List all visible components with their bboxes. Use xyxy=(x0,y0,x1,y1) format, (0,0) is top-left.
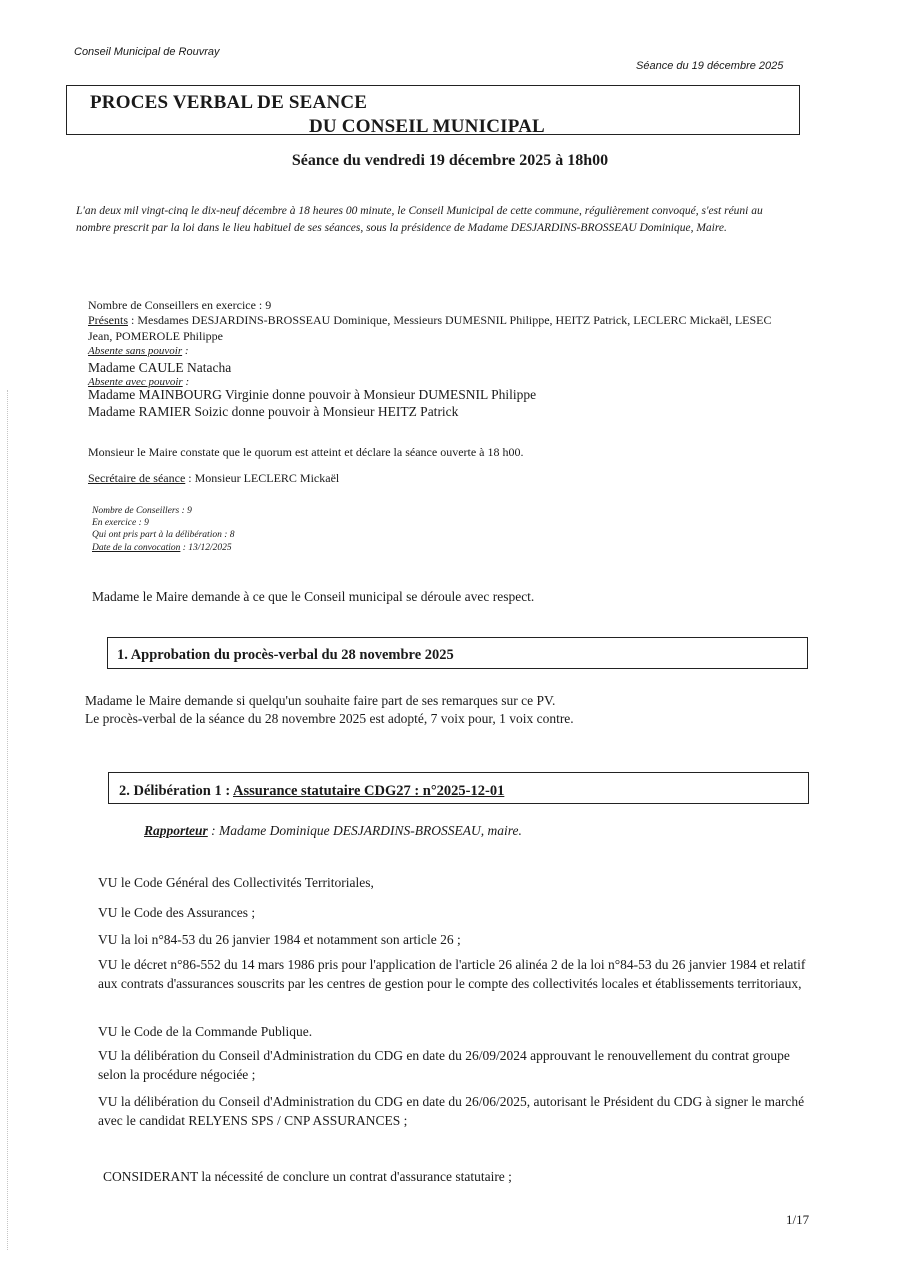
considerant-line: CONSIDERANT la nécessité de conclure un contrat d'assurance statutaire ; xyxy=(103,1169,512,1184)
presents-list: : Mesdames DESJARDINS-BROSSEAU Dominique, Messieurs DUMESNIL Philippe, HEITZ Patrick, LECLERC Mickaël, LESEC Jean, POMEROLE Philippe xyxy=(88,313,772,343)
vu-item: VU la loi n°84-53 du 26 janvier 1984 et notamment son article 26 ; xyxy=(98,932,461,947)
secretaire-label: Secrétaire de séance xyxy=(88,471,186,485)
stats-exercice: En exercice : 9 xyxy=(92,518,149,528)
section-2-subject: Assurance statutaire CDG27 : n°2025-12-01 xyxy=(232,783,505,799)
stats-convocation xyxy=(92,542,232,554)
header-session-date: Séance du 19 décembre 2025 xyxy=(636,60,784,72)
conseillers-count: Nombre de Conseillers en exercice : 9 xyxy=(88,298,272,312)
presents-paragraph xyxy=(88,312,798,344)
absente-avec-label: Absente avec pouvoir xyxy=(88,376,183,388)
session-line: Séance du vendredi 19 décembre 2025 à 18h00 xyxy=(291,152,609,169)
page-number: 1/17 xyxy=(786,1212,810,1227)
secretaire-name: : Monsieur LECLERC Mickaël xyxy=(185,471,340,485)
absente-sans-label: Absente sans pouvoir xyxy=(88,345,183,357)
section-1-line-2: Le procès-verbal de la séance du 28 novembre 2025 est adopté, 7 voix pour, 1 voix contre. xyxy=(85,711,574,726)
intro-paragraph: L'an deux mil vingt-cinq le dix-neuf décembre à 18 heures 00 minute, le Conseil Municipal de cette commune, régulièrement convoqué, s'est réuni au nombre prescrit par la loi dans le lieu habituel de ses séances, sous la présidence de Madame DESJARDINS-BROSSEAU Dominique, Maire. xyxy=(76,205,763,234)
presents-label: Présents xyxy=(88,313,128,327)
respect-line: Madame le Maire demande à ce que le Conseil municipal se déroule avec respect. xyxy=(92,589,535,604)
section-2-prefix: 2. Délibération 1 : xyxy=(119,783,233,799)
vu-item: VU le Code de la Commande Publique. xyxy=(98,1024,313,1039)
quorum-statement: Monsieur le Maire constate que le quorum est atteint et déclare la séance ouverte à 18 h00. xyxy=(88,445,524,459)
stats-convocation-date: : 13/12/2025 xyxy=(180,543,232,553)
vu-item: VU la délibération du Conseil d'Administration du CDG en date du 26/06/2025, autorisant le Président du CDG à signer le marché avec le candidat RELYENS SPS / CNP ASSURANCES ; xyxy=(98,1094,805,1128)
vu-item: VU le Code Général des Collectivités Territoriales, xyxy=(98,875,374,890)
stats-pris-part: Qui ont pris part à la délibération : 8 xyxy=(92,530,235,540)
rapporteur-name: : Madame Dominique DESJARDINS-BROSSEAU, maire. xyxy=(207,823,522,838)
stats-nombre: Nombre de Conseillers : 9 xyxy=(92,506,192,516)
vu-item: VU le décret n°86-552 du 14 mars 1986 pris pour l'application de l'article 26 alinéa 2 de la loi n°84-53 du 26 janvier 1984 et relatif aux contrats d'assurances souscrits par les centres de gestion pour le compte des collectivités locales et établissements territoriaux, xyxy=(98,957,806,991)
title-line-1: PROCES VERBAL DE SEANCE xyxy=(90,92,368,113)
rapporteur-label: Rapporteur xyxy=(144,823,208,838)
secretaire-line xyxy=(88,470,339,486)
absente-avec-colon: : xyxy=(182,376,190,388)
header-commune: Conseil Municipal de Rouvray xyxy=(74,46,220,58)
absente-sans-name: Madame CAULE Natacha xyxy=(88,360,232,375)
section-2-title xyxy=(119,783,504,800)
stats-convocation-label: Date de la convocation xyxy=(92,543,181,553)
absente-avec-2: Madame RAMIER Soizic donne pouvoir à Monsieur HEITZ Patrick xyxy=(88,404,459,419)
scan-edge-artifact xyxy=(7,390,9,1250)
vu-item: VU le Code des Assurances ; xyxy=(98,905,256,920)
absente-avec-1: Madame MAINBOURG Virginie donne pouvoir à Monsieur DUMESNIL Philippe xyxy=(88,387,537,402)
rapporteur-line xyxy=(144,822,522,840)
title-line-2: DU CONSEIL MUNICIPAL xyxy=(309,116,545,137)
section-1-line-1: Madame le Maire demande si quelqu'un souhaite faire part de ses remarques sur ce PV. xyxy=(85,693,556,708)
vu-item: VU la délibération du Conseil d'Administration du CDG en date du 26/09/2024 approuvant le renouvellement du contrat groupe selon la procédure négociée ; xyxy=(98,1048,790,1082)
absente-sans-heading xyxy=(88,345,189,357)
absente-sans-colon: : xyxy=(182,345,189,357)
section-1-title: 1. Approbation du procès-verbal du 28 novembre 2025 xyxy=(117,647,454,663)
